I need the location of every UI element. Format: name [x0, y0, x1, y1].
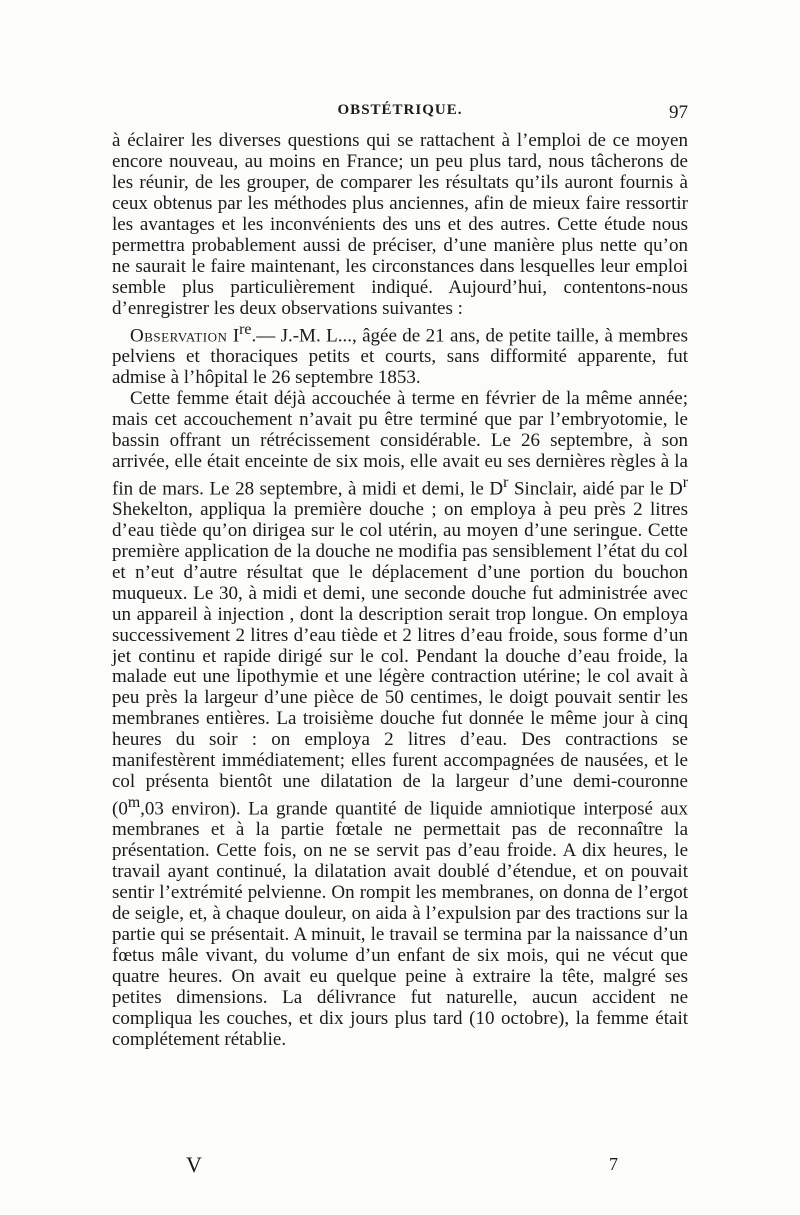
observation-number: I — [232, 324, 240, 346]
body-text — [112, 131, 688, 1051]
observation-text: .— J.-M. L..., âgée de 21 ans, de petite taille, à membres pelviens et thoraciques petits et courts, sans difformité apparente, fut admise à l’hôpital le 26 septembre 1853. — [112, 324, 689, 388]
doctor-abbrev-suffix-1: r — [503, 473, 509, 491]
paragraph-case-report — [112, 389, 688, 1051]
case-text-part-b: Sinclair, aidé par le D — [508, 477, 683, 499]
observation-number-suffix: re — [239, 320, 252, 338]
page-footer — [112, 1152, 688, 1180]
metre-unit-superscript: m — [127, 794, 141, 812]
case-text-part-d: ,03 environ). La grande quantité de liquide amniotique interposé aux membranes et à la partie fœtale ne permettait pas de reconnaître la présentation. Cette fois, on ne se servit pas d’eau froide. A dix heures, le travail ayant continué, la dilatation avait doublé d’étendue, et on pouvait sentir l’extrémité pelvienne. On rompit les membranes, on donna de l’ergot de seigle, et, à chaque douleur, on aida à l’expulsion par des tractions sur la partie qui se présentait. A minuit, le travail se termina par la naissance d’un fœtus mâle vivant, du volume d’un enfant de six mois, qui ne vécut que quatre heures. On avait eu quelque peine à extraire la tête, malgré ses petites dimensions. La délivrance fut naturelle, aucun accident ne compliqua les couches, et dix jours plus tard (10 octobre), la femme était complétement rétablie. — [112, 798, 688, 1051]
page-header — [112, 102, 688, 126]
case-text-part-a: Cette femme était déjà accouchée à terme en février de la même année; mais cet accouchement n’avait pu être terminé que par l’embryotomie, le bassin offrant un rétrécissement considérable. Le 26 septembre, à son arrivée, elle était enceinte de six mois, elle avait eu ses dernières règles à la fin de mars. Le 28 septembre, à midi et demi, le D — [112, 387, 688, 499]
paragraph-observation — [112, 320, 688, 389]
signature-mark: V — [186, 1152, 202, 1177]
sheet-number: 7 — [609, 1154, 618, 1174]
page-number: 97 — [669, 102, 688, 123]
doctor-abbrev-suffix-2: r — [682, 473, 688, 491]
observation-label: Observation — [130, 324, 228, 346]
paragraph-intro: à éclairer les diverses questions qui se rattachent à l’emploi de ce moyen encore nouveau, au moins en France; un peu plus tard, nous tâcherons de les réunir, de les grouper, de comparer les résultats qu’ils auront fournis à ceux obtenus par les méthodes plus anciennes, afin de mieux faire ressortir les avantages et les inconvénients des uns et des autres. Cette étude nous permettra probablement aussi de préciser, d’une manière plus nette qu’on ne saurait le faire maintenant, les circonstances dans lesquelles leur emploi semble plus particulièrement indiqué. Aujourd’hui, contentons-nous d’enregistrer les deux observations suivantes : — [112, 130, 688, 319]
running-title: OBSTÉTRIQUE. — [337, 102, 463, 118]
case-text-part-c: Shekelton, appliqua la première douche ; on employa à peu près 2 litres d’eau tiède qu’on dirigea sur le col utérin, au moyen d’une seringue. Cette première application de la douche ne modifia pas sensiblement l’état du col et n’eut d’autre résultat que le déplacement d’une portion du bouchon muqueux. Le 30, à midi et demi, une seconde douche fut administrée avec un appareil à injection , dont la description serait trop longue. On employa successivement 2 litres d’eau tiède et 2 litres d’eau froide, sous forme d’un jet continu et rapide dirigé sur le col. Pendant la douche d’eau froide, la malade eut une lipothymie et une légère contraction utérine; le col avait à peu près la largeur d’une pièce de 50 centimes, le doigt pouvait sentir les membranes entières. La troisième douche fut donnée le même jour à cinq heures du soir : on employa 2 litres d’eau. Des contractions se manifestèrent immédiatement; elles furent accompagnées de nausées, et le col présenta bientôt une dilatation de la largeur d’une demi-couronne (0 — [112, 498, 688, 820]
